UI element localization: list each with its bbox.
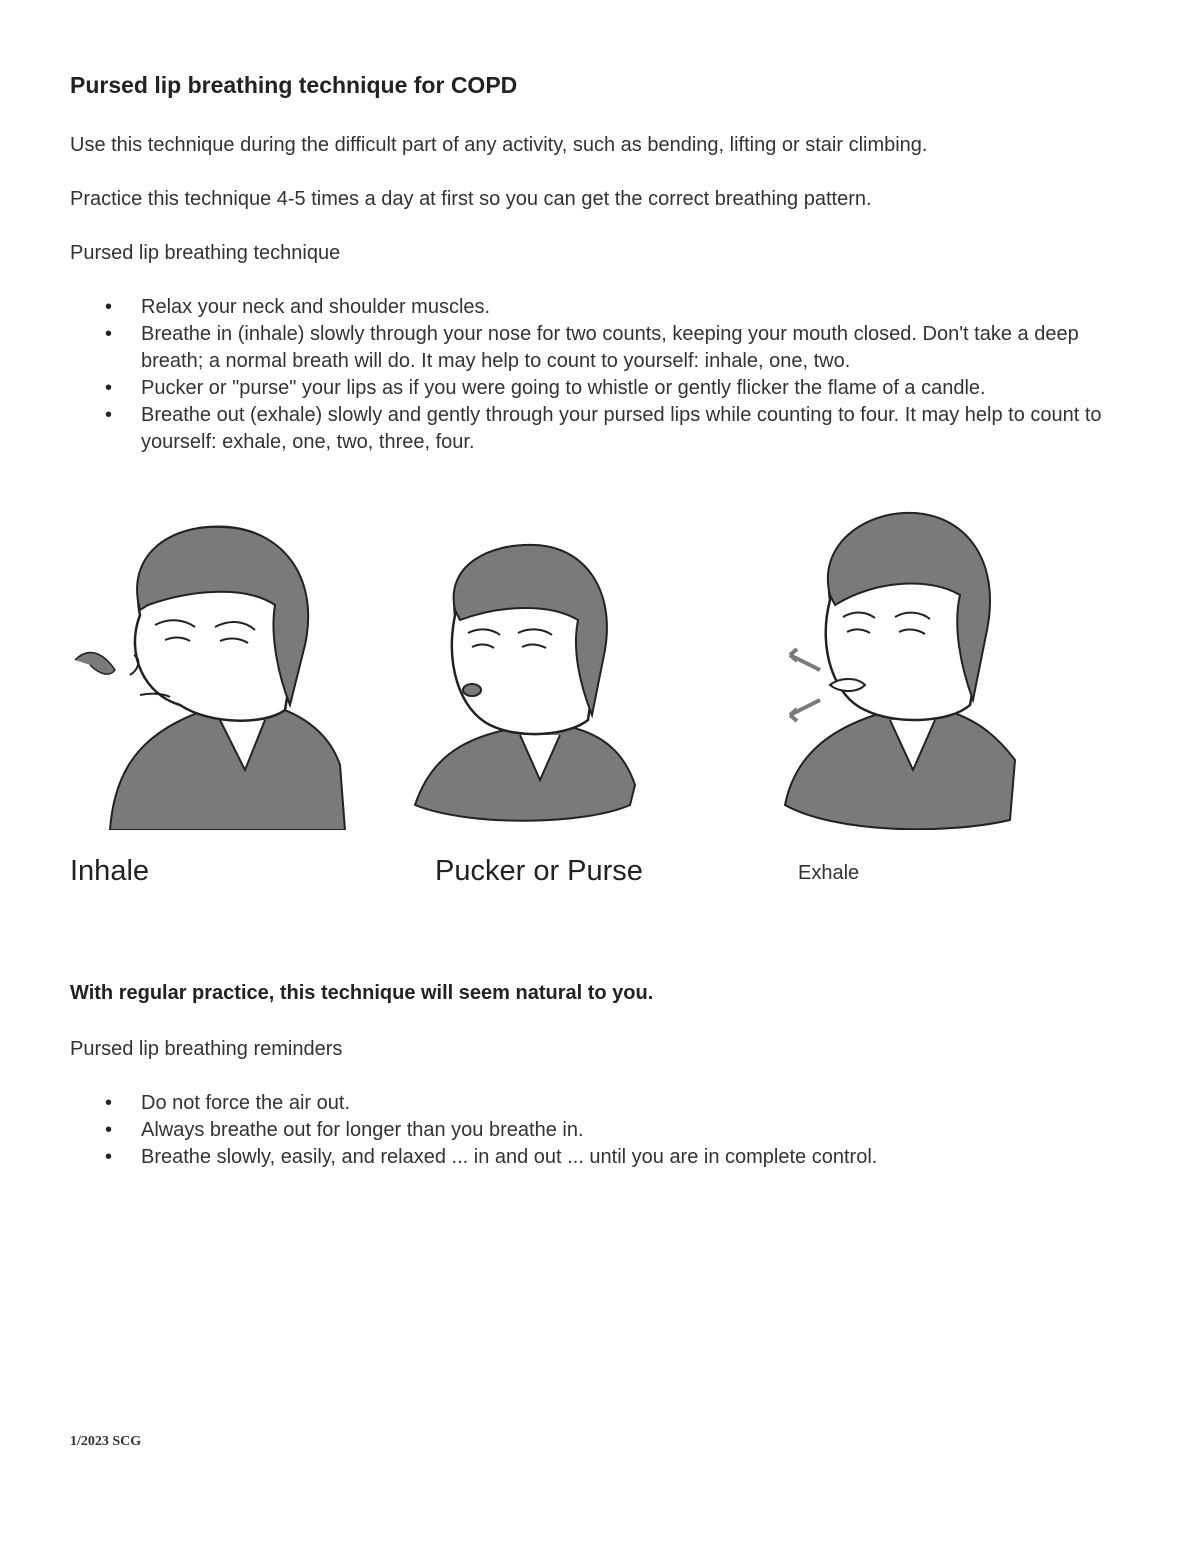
- technique-heading: Pursed lip breathing technique: [70, 242, 341, 264]
- list-item: • Pucker or "purse" your lips as if you were going to whistle or gently flicker the flame of a candle.: [70, 375, 1130, 402]
- technique-steps-list: [70, 294, 1130, 456]
- list-item: • Do not force the air out.: [70, 1090, 1130, 1117]
- list-item: • Breathe out (exhale) slowly and gently through your pursed lips while counting to four. It may help to count to yourself: exhale, one, two, three, four.: [70, 402, 1130, 456]
- list-item: • Breathe in (inhale) slowly through your nose for two counts, keeping your mouth closed. Don't take a deep breath; a normal breath will do. It may help to count to yourself: inhale, one, two.: [70, 321, 1130, 375]
- pucker-caption: Pucker or Purse: [435, 855, 643, 887]
- reminders-heading: Pursed lip breathing reminders: [70, 1038, 343, 1060]
- inhale-illustration: [70, 505, 370, 830]
- pucker-illustration: [410, 535, 650, 830]
- exhale-illustration: [775, 505, 1035, 830]
- reminders-list: [70, 1090, 1130, 1171]
- intro-paragraph-2: Practice this technique 4-5 times a day at first so you can get the correct breathing pattern.: [70, 188, 872, 210]
- exhale-caption: Exhale: [798, 862, 860, 884]
- list-item: • Relax your neck and shoulder muscles.: [70, 294, 1130, 321]
- list-item: • Always breathe out for longer than you breathe in.: [70, 1117, 1130, 1144]
- list-item: • Breathe slowly, easily, and relaxed ... in and out ... until you are in complete control.: [70, 1144, 1130, 1171]
- intro-paragraph-1: Use this technique during the difficult part of any activity, such as bending, lifting or stair climbing.: [70, 134, 928, 156]
- breathing-illustrations: [70, 505, 1130, 835]
- page-title: Pursed lip breathing technique for COPD: [70, 72, 518, 98]
- emphasis-statement: With regular practice, this technique will seem natural to you.: [70, 982, 654, 1004]
- footer-date-code: 1/2023 SCG: [70, 1434, 142, 1449]
- inhale-caption: Inhale: [70, 855, 150, 887]
